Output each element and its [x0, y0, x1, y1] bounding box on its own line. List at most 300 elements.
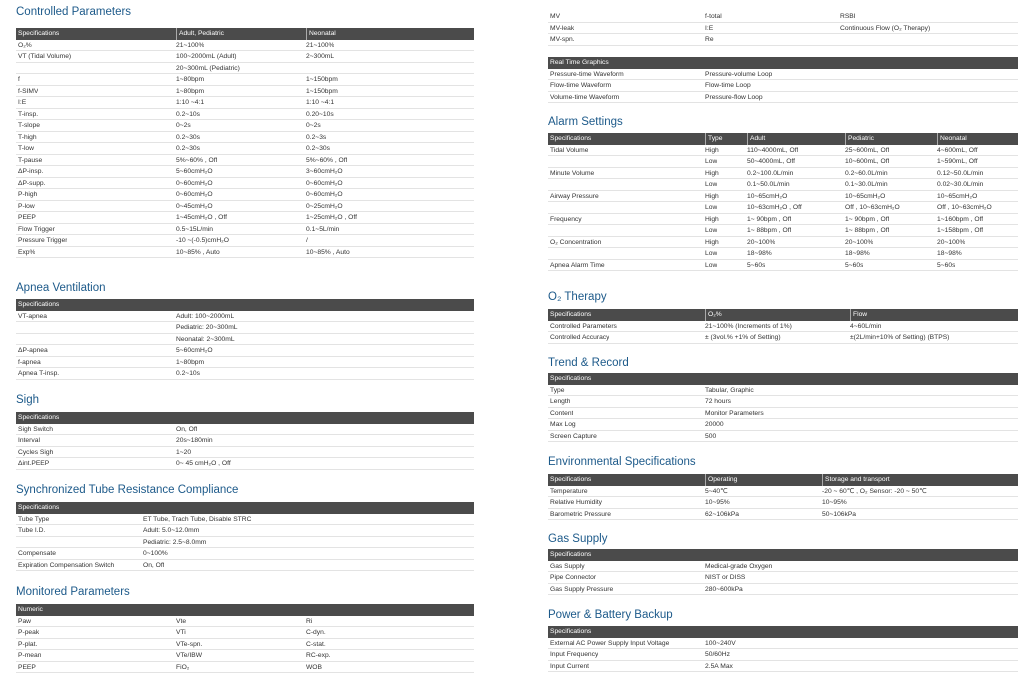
header-cell: Specifications [18, 301, 60, 308]
row-label: MV [550, 13, 561, 20]
row-value: 0~60cmH₂O [176, 191, 213, 198]
row-value: 10~65cmH₂O [845, 192, 886, 200]
row-value: 1:10 ~4:1 [176, 99, 205, 106]
row-value: 0.2~30s [306, 145, 330, 152]
table-row [548, 486, 1018, 498]
table-row [16, 189, 474, 201]
row-value: I:E [705, 24, 714, 32]
row-label: Pipe Connector [550, 574, 597, 581]
row-value: 5%~60% , Off [176, 156, 218, 164]
table-row [548, 321, 1018, 333]
row-value: 1~150bpm [306, 87, 338, 95]
row-value: Neonatal: 2~300mL [176, 335, 235, 343]
row-label: Barometric Pressure [550, 510, 611, 518]
row-label: Type [550, 386, 565, 394]
row-label: Volume-time Waveform [550, 93, 620, 101]
table-row [548, 34, 1018, 46]
row-label: P-low [18, 202, 35, 210]
table-row [548, 168, 1018, 180]
row-value: Flow-time Loop [705, 82, 751, 89]
row-label: P-peak [18, 629, 40, 636]
header-cell: Neonatal [306, 28, 474, 40]
row-label: Controlled Parameters [550, 322, 617, 330]
gas-supply-title: Gas Supply [548, 533, 608, 545]
table-row [16, 560, 474, 572]
row-value: High [705, 192, 719, 200]
table-row [16, 74, 474, 86]
table-row [16, 662, 474, 674]
header-cell: Flow [850, 309, 1018, 321]
row-value: 10~65cmH₂O [937, 192, 978, 200]
row-value: Off , 10~63cmH₂O [937, 204, 992, 211]
o-therapy-table [548, 309, 1018, 344]
table-row [16, 525, 474, 537]
environmental-specifications-table [548, 474, 1018, 520]
row-value: 110~4000mL, Off [747, 146, 799, 154]
table-header-row [548, 474, 1018, 486]
table-row [16, 435, 474, 447]
table-row [548, 419, 1018, 431]
header-cell: Storage and transport [822, 474, 1018, 486]
table-header-row [548, 626, 1018, 638]
table-row [16, 616, 474, 628]
row-value: 5~40℃ [705, 487, 728, 495]
row-value: 0.1~50.0L/min [747, 181, 790, 188]
table-row [548, 572, 1018, 584]
row-value: 1~150bpm [306, 76, 338, 83]
row-value: 0.1~30.0L/min [845, 181, 888, 188]
row-value: 0~2s [306, 122, 321, 129]
row-value: 0.5~15L/min [176, 225, 213, 233]
table-row [16, 51, 474, 63]
row-value: 10~600mL, Off [845, 158, 890, 165]
row-label: Length [550, 398, 571, 405]
row-value: 20s~180min [176, 437, 213, 444]
row-value: On, Off [176, 425, 198, 433]
table-row [16, 235, 474, 247]
row-value: 1~20 [176, 448, 192, 456]
row-value: Pediatric: 20~300mL [176, 324, 238, 331]
environmental-specifications-title: Environmental Specifications [548, 456, 696, 468]
row-value: Low [705, 261, 718, 269]
table-row [548, 661, 1018, 673]
row-value: 18~98% [937, 250, 962, 257]
row-value: 0.2~30s [176, 145, 200, 152]
o-therapy-title: O₂ Therapy [548, 291, 607, 303]
row-label: MV-leak [550, 24, 575, 32]
table-row [16, 247, 474, 259]
row-label: Minute Volume [550, 169, 595, 177]
header-cell: Specifications [550, 551, 592, 558]
row-value: 10~65cmH₂O [747, 192, 788, 200]
row-value: Re [705, 36, 714, 43]
row-value: 1~ 90bpm , Off [747, 215, 792, 223]
row-value: Low [705, 158, 718, 165]
row-value: 18~98% [845, 250, 870, 257]
row-value: Tabular, Graphic [705, 386, 754, 394]
table-row [16, 322, 474, 334]
table-header-row [16, 604, 474, 616]
table-row [16, 639, 474, 651]
table-row [548, 92, 1018, 104]
table-header-row [548, 549, 1018, 561]
row-value: 21~100% [306, 41, 335, 49]
row-label: Interval [18, 437, 40, 444]
table-row [548, 248, 1018, 260]
row-value: 0~60cmH₂O [176, 179, 213, 187]
table-row [548, 332, 1018, 344]
row-value: RC-exp. [306, 652, 331, 659]
table-row [16, 548, 474, 560]
row-label: Cycles Sigh [18, 448, 54, 456]
header-cell: Adult [747, 133, 1018, 145]
row-label: T-high [18, 133, 37, 141]
row-value: 0~ 45 cmH₂O , Off [176, 460, 231, 467]
table-row [16, 458, 474, 470]
row-label: Pressure-time Waveform [550, 70, 624, 78]
row-label: P-high [18, 191, 38, 198]
row-label: MV-spn. [550, 36, 575, 43]
row-value: / [306, 237, 308, 244]
table-row [548, 396, 1018, 408]
table-row [16, 537, 474, 549]
row-value: VTe/IBW [176, 652, 203, 659]
row-label: Exp% [18, 248, 36, 256]
row-value: RSBI [840, 13, 856, 20]
row-value: 21~100% (Increments of 1%) [705, 322, 792, 330]
row-value: Low [705, 250, 718, 257]
table-row [16, 178, 474, 190]
table-row [16, 334, 474, 346]
table-row [16, 311, 474, 323]
row-value: -20 ~ 60℃ , O₂ Sensor: -20 ~ 50℃ [822, 487, 927, 495]
row-value: Pressure-volume Loop [705, 70, 773, 78]
row-value: 0~2s [176, 122, 191, 129]
row-value: High [705, 169, 719, 177]
row-value: Pediatric: 2.5~8.0mm [143, 538, 207, 546]
row-label: T-insp. [18, 110, 39, 118]
table-row [548, 156, 1018, 168]
table-row [548, 225, 1018, 237]
row-label: T-pause [18, 156, 43, 164]
row-value: 1:10 ~4:1 [306, 99, 335, 106]
table-row [548, 23, 1018, 35]
table-row [16, 97, 474, 109]
row-label: O₂% [18, 41, 32, 49]
row-value: 20000 [705, 421, 724, 428]
controlled-parameters-table [16, 28, 474, 258]
row-value: 0.2~10s [176, 110, 200, 118]
table-row [548, 214, 1018, 226]
table-row [548, 237, 1018, 249]
power-battery-backup-table [548, 626, 1018, 672]
row-label: Δint.PEEP [18, 460, 50, 467]
row-value: Vte [176, 617, 187, 625]
row-value: 100~240V [705, 639, 736, 647]
table-row [16, 627, 474, 639]
row-label: f-SIMV [18, 87, 39, 95]
row-value: C-dyn. [306, 629, 326, 636]
table-row [16, 345, 474, 357]
row-label: Input Current [550, 662, 590, 670]
row-label: Apnea T-insp. [18, 370, 60, 377]
row-value: 10~95% [822, 499, 847, 506]
table-row [548, 497, 1018, 509]
row-value: Low [705, 227, 718, 234]
table-row [16, 357, 474, 369]
table-row [16, 447, 474, 459]
row-value: 100~2000mL (Adult) [176, 53, 237, 60]
row-value: 1~80bpm [176, 87, 205, 95]
right-section-1-table [548, 57, 1018, 103]
controlled-parameters-title: Controlled Parameters [16, 6, 132, 18]
row-value: 0.20~10s [306, 110, 334, 118]
row-label: Airway Pressure [550, 192, 599, 200]
table-header-row [548, 133, 1018, 145]
table-row [548, 69, 1018, 81]
table-row [16, 86, 474, 98]
row-label: Frequency [550, 215, 582, 223]
header-cell: Specifications [18, 414, 60, 421]
row-value: 0~60cmH₂O [306, 191, 343, 198]
monitored-parameters-title: Monitored Parameters [16, 586, 130, 598]
row-value: ± (3vol.% +1% of Setting) [705, 334, 781, 341]
row-value: 20~300mL (Pediatric) [176, 64, 240, 72]
row-label: VT (Tidal Volume) [18, 53, 72, 60]
row-value: NIST or DISS [705, 574, 746, 581]
table-row [548, 584, 1018, 596]
table-row [16, 40, 474, 52]
row-label: Input Frequency [550, 651, 599, 658]
table-header-row [16, 412, 474, 424]
row-value: Off , 10~63cmH₂O [845, 204, 900, 211]
table-row [16, 109, 474, 121]
row-label: Pressure Trigger [18, 237, 68, 244]
row-value: WOB [306, 663, 322, 671]
apnea-ventilation-title: Apnea Ventilation [16, 282, 106, 294]
row-value: 20~100% [937, 238, 966, 246]
row-value: 0.02~30.0L/min [937, 181, 984, 188]
row-value: 10~85% , Auto [176, 248, 220, 256]
alarm-settings-table [548, 133, 1018, 271]
row-value: 0.2~10s [176, 370, 200, 377]
table-row [16, 166, 474, 178]
row-value: 5~60s [845, 261, 864, 269]
header-cell: Adult, Pediatric [176, 28, 474, 40]
row-value: 10~63cmH₂O , Off [747, 204, 802, 211]
row-value: 4~600mL, Off [937, 146, 978, 154]
header-cell: Specifications [550, 476, 592, 483]
row-value: 2.5A Max [705, 662, 733, 670]
row-value: 0.12~50.0L/min [937, 169, 984, 177]
row-value: 20~100% [845, 238, 874, 246]
row-label: f-apnea [18, 358, 41, 366]
table-row [548, 260, 1018, 272]
table-row [16, 155, 474, 167]
row-value: ±(2L/min+10% of Setting) (BTPS) [850, 334, 950, 341]
row-value: Low [705, 181, 718, 188]
header-cell: Specifications [550, 375, 592, 382]
row-value: 5~60s [937, 261, 956, 269]
row-value: 1~ 88bpm , Off [845, 227, 890, 234]
table-row [548, 431, 1018, 443]
row-value: 1~160bpm , Off [937, 215, 984, 223]
table-row [16, 120, 474, 132]
row-label: Gas Supply Pressure [550, 585, 614, 593]
row-value: 0.1~5L/min [306, 225, 340, 233]
table-row [548, 179, 1018, 191]
row-value: VTi [176, 629, 186, 636]
table-row [16, 368, 474, 380]
row-value: Pressure-flow Loop [705, 93, 763, 101]
sigh-title: Sigh [16, 394, 40, 406]
row-value: Ri [306, 617, 313, 625]
row-value: Continuous Flow (O₂ Therapy) [840, 24, 931, 32]
synchronized-tube-resistance-compliance-title: Synchronized Tube Resistance Compliance [16, 484, 239, 496]
synchronized-tube-resistance-compliance-table [16, 502, 474, 571]
row-value: 18~98% [747, 250, 772, 257]
row-label: Relative Humidity [550, 499, 603, 506]
row-value: 0.2~3s [306, 133, 327, 141]
row-value: High [705, 238, 719, 246]
table-row [16, 514, 474, 526]
monitored-parameters-table [16, 604, 474, 673]
table-header-row [16, 299, 474, 311]
row-label: External AC Power Supply Input Voltage [550, 639, 670, 647]
row-value: 1~25cmH₂O , Off [306, 214, 357, 221]
row-value: 1~45cmH₂O , Off [176, 214, 227, 221]
row-value: 0~45cmH₂O [176, 202, 213, 210]
table-header-row [16, 502, 474, 514]
row-label: Tube I.D. [18, 527, 46, 534]
row-value: 72 hours [705, 398, 732, 405]
row-label: Max Log [550, 421, 576, 428]
row-label: P-mean [18, 652, 42, 659]
row-value: 500 [705, 432, 717, 440]
trend-record-title: Trend & Record [548, 357, 629, 369]
table-row [16, 143, 474, 155]
row-value: ET Tube, Trach Tube, Disable STRC [143, 515, 252, 523]
table-row [16, 212, 474, 224]
header-cell: Specifications [550, 628, 592, 635]
row-label: Screen Capture [550, 432, 597, 440]
row-value: 10~85% , Auto [306, 248, 350, 256]
table-row [548, 509, 1018, 521]
row-value: Monitor Parameters [705, 409, 764, 417]
row-label: PEEP [18, 663, 36, 671]
table-row [16, 201, 474, 213]
row-value: 0.2~60.0L/min [845, 169, 888, 177]
row-value: 10~95% [705, 499, 730, 506]
header-cell: Operating [705, 474, 1018, 486]
row-value: 5%~60% , Off [306, 156, 348, 164]
row-value: 1~158bpm , Off [937, 227, 984, 234]
table-row [548, 408, 1018, 420]
row-value: Medical-grade Oxygen [705, 562, 773, 570]
row-value: C-stat. [306, 640, 326, 648]
row-label: Temperature [550, 487, 588, 495]
row-value: 0.2~30s [176, 133, 200, 141]
row-value: 1~80bpm [176, 358, 205, 366]
table-row [548, 191, 1018, 203]
row-label: Gas Supply [550, 562, 585, 570]
right-section-0-table [548, 11, 1018, 46]
row-label: Flow Trigger [18, 225, 55, 233]
row-label: T-low [18, 145, 34, 152]
row-value: 25~600mL, Off [845, 146, 890, 154]
row-label: f [18, 76, 20, 83]
table-row [548, 649, 1018, 661]
row-value: 5~60s [747, 261, 766, 269]
apnea-ventilation-table [16, 299, 474, 380]
header-cell: Neonatal [937, 133, 1018, 145]
row-value: VTe-spn. [176, 640, 203, 648]
row-value: 280~600kPa [705, 585, 743, 593]
table-row [16, 132, 474, 144]
row-label: Tidal Volume [550, 146, 589, 154]
table-row [548, 145, 1018, 157]
table-row [16, 63, 474, 75]
row-label: P-plat. [18, 640, 38, 648]
header-cell: O₂% [705, 309, 1018, 321]
row-label: I:E [18, 99, 27, 106]
row-value: 62~106kPa [705, 510, 740, 518]
trend-record-table [548, 373, 1018, 442]
header-cell: Specifications [550, 311, 592, 318]
sigh-table [16, 412, 474, 470]
row-value: On, Off [143, 561, 165, 569]
row-value: 21~100% [176, 41, 205, 49]
row-value: f-total [705, 13, 722, 20]
table-row [548, 638, 1018, 650]
row-value: 0~60cmH₂O [306, 179, 343, 187]
header-cell: Specifications [550, 135, 592, 142]
row-value: Adult: 5.0~12.0mm [143, 527, 200, 534]
row-label: ΔP-apnea [18, 347, 48, 354]
row-value: 1~ 90bpm , Off [845, 215, 890, 223]
row-label: ΔP-insp. [18, 168, 44, 175]
row-label: Paw [18, 617, 32, 625]
header-cell: Specifications [18, 30, 60, 37]
header-cell: Pediatric [845, 133, 1018, 145]
table-row [548, 80, 1018, 92]
row-value: 50~106kPa [822, 510, 857, 518]
row-value: Low [705, 204, 718, 211]
row-value: 5~60cmH₂O [176, 347, 213, 354]
row-label: Controlled Accuracy [550, 334, 610, 341]
row-value: 0~100% [143, 550, 168, 557]
table-row [16, 424, 474, 436]
row-value: 2~300mL [306, 53, 335, 60]
row-value: 0~25cmH₂O [306, 202, 343, 210]
row-label: Sigh Switch [18, 425, 53, 433]
row-value: 50/60Hz [705, 651, 730, 658]
table-header-row [548, 373, 1018, 385]
row-value: 3~60cmH₂O [306, 168, 343, 175]
row-label: Flow-time Waveform [550, 82, 612, 89]
row-label: VT-apnea [18, 312, 47, 320]
row-label: Content [550, 409, 574, 417]
header-cell: Type [705, 133, 1018, 145]
row-label: Tube Type [18, 515, 50, 523]
row-label: O₂ Concentration [550, 238, 602, 246]
power-battery-backup-title: Power & Battery Backup [548, 609, 673, 621]
row-value: FiO₂ [176, 663, 190, 671]
alarm-settings-title: Alarm Settings [548, 116, 623, 128]
row-value: 1~80bpm [176, 76, 205, 83]
row-value: 4~60L/min [850, 322, 882, 330]
table-row [548, 11, 1018, 23]
